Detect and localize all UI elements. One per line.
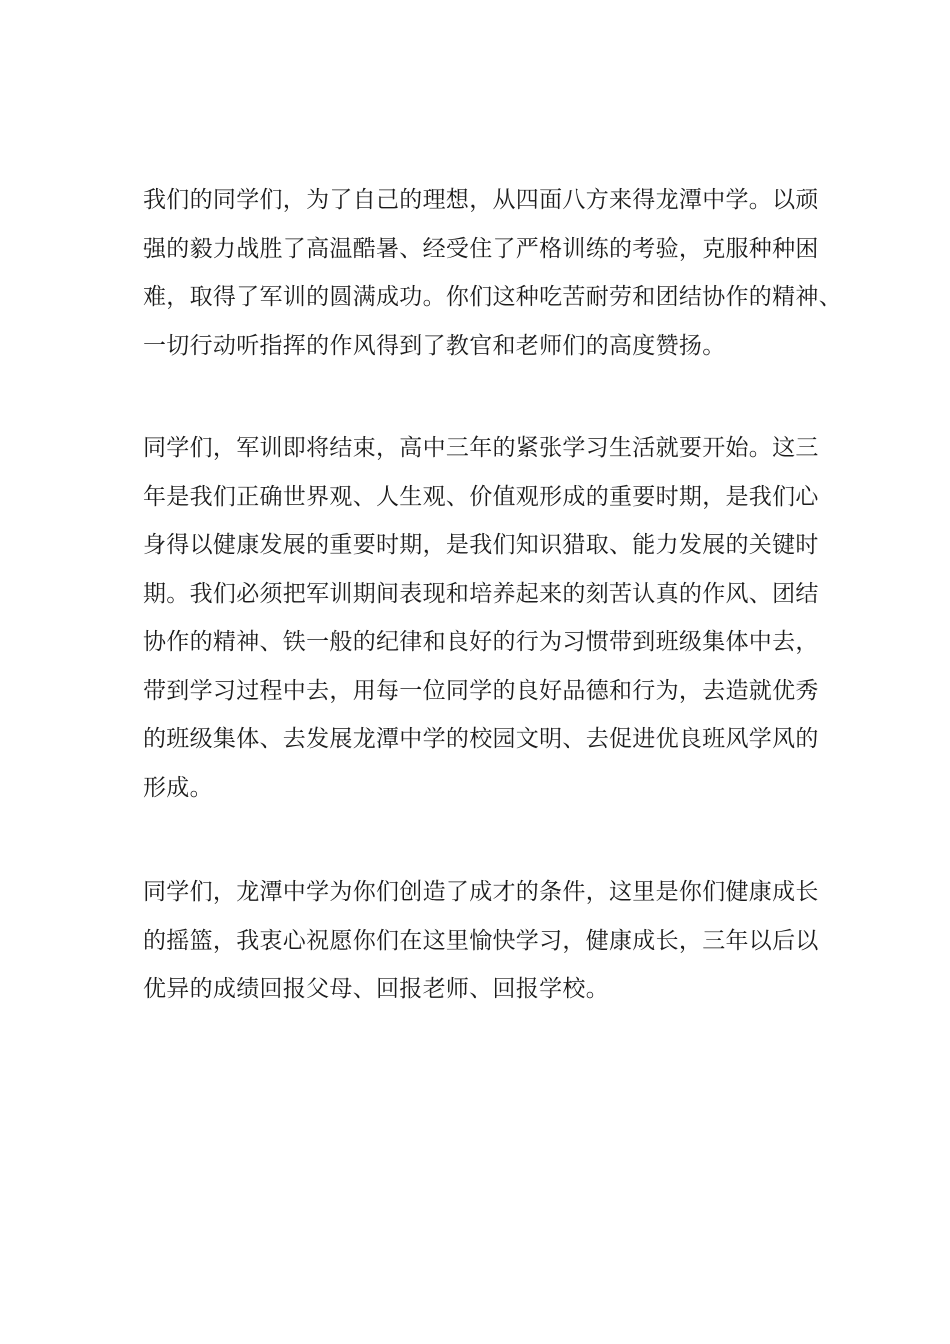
text-line: 的班级集体、去发展龙潭中学的校园文明、去促进优良班风学风的 xyxy=(143,726,819,752)
text-line: 难，取得了军训的圆满成功。你们这种吃苦耐劳和团结协作的精神、 xyxy=(143,284,842,310)
text-line: 我们的同学们，为了自己的理想，从四面八方来得龙潭中学。以顽 xyxy=(143,187,819,213)
text-line: 年是我们正确世界观、人生观、价值观形成的重要时期，是我们心 xyxy=(143,483,819,510)
text-line: 同学们，军训即将结束，高中三年的紧张学习生活就要开始。这三 xyxy=(143,435,819,461)
text-line: 形成。 xyxy=(143,774,213,801)
text-line: 同学们，龙潭中学为你们创造了成才的条件，这里是你们健康成长 xyxy=(143,879,819,905)
text-line: 协作的精神、铁一般的纪律和良好的行为习惯带到班级集体中去， xyxy=(143,629,819,655)
paragraph-military-training-success xyxy=(143,176,842,370)
paragraph-three-years-study xyxy=(143,424,833,812)
text-line: 身得以健康发展的重要时期，是我们知识猎取、能力发展的关键时 xyxy=(143,532,819,558)
text-line: 一切行动听指挥的作风得到了教官和老师们的高度赞扬。 xyxy=(143,332,726,359)
text-line: 优异的成绩回报父母、回报老师、回报学校。 xyxy=(143,976,609,1002)
paragraph-best-wishes xyxy=(143,868,833,1014)
text-line: 带到学习过程中去，用每一位同学的良好品德和行为，去造就优秀 xyxy=(143,677,819,704)
text-line: 的摇篮，我衷心祝愿你们在这里愉快学习，健康成长，三年以后以 xyxy=(143,927,819,954)
text-line: 期。我们必须把军训期间表现和培养起来的刻苦认真的作风、团结 xyxy=(143,580,819,607)
text-line: 强的毅力战胜了高温酷暑、经受住了严格训练的考验，克服种种困 xyxy=(143,235,819,262)
